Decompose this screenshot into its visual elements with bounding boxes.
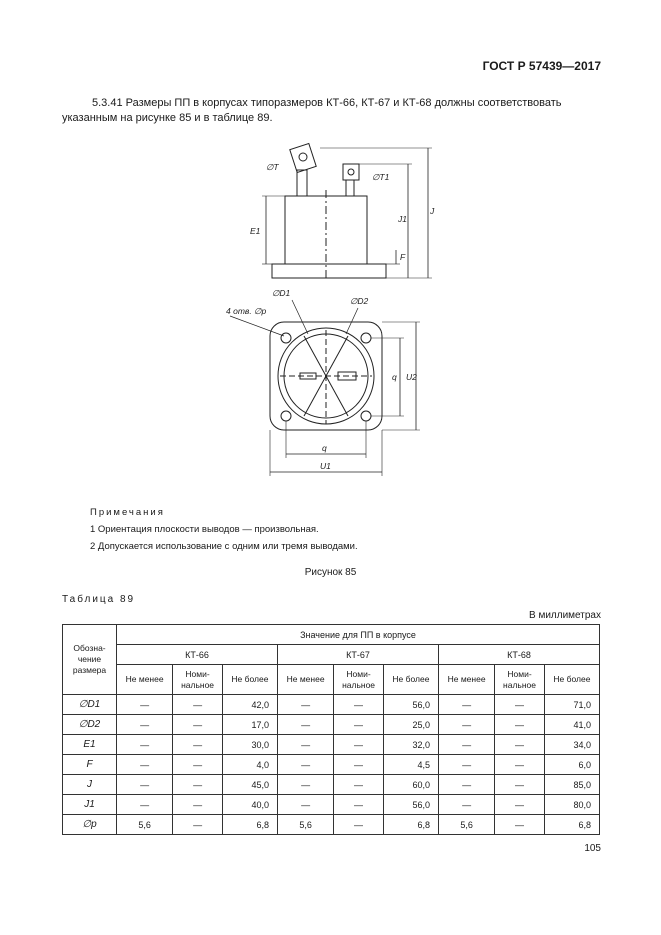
side-lead-left bbox=[297, 170, 307, 196]
side-lead-left-hole bbox=[299, 153, 307, 161]
table-row bbox=[63, 775, 600, 795]
table-cell: 85,0 bbox=[544, 775, 599, 795]
table-cell: — bbox=[495, 815, 545, 835]
table-cell: — bbox=[277, 755, 333, 775]
label-u1: U1 bbox=[320, 461, 331, 471]
table-cell: — bbox=[438, 755, 494, 775]
sub-min: Не менее bbox=[277, 665, 333, 695]
table-cell: — bbox=[495, 755, 545, 775]
table-units: В миллиметрах bbox=[529, 610, 601, 621]
table-cell: — bbox=[495, 715, 545, 735]
label-j1: J1 bbox=[398, 214, 407, 224]
sub-min: Не менее bbox=[117, 665, 173, 695]
table-cell: — bbox=[334, 695, 384, 715]
figure-caption: Рисунок 85 bbox=[304, 567, 357, 578]
table-cell: — bbox=[173, 735, 223, 755]
table-cell: — bbox=[173, 815, 223, 835]
table-cell: 30,0 bbox=[222, 735, 277, 755]
table-cell: — bbox=[117, 695, 173, 715]
table-cell: — bbox=[334, 735, 384, 755]
sub-min: Не менее bbox=[438, 665, 494, 695]
note-item-1: 1 Ориентация плоскости выводов — произвольная. bbox=[90, 524, 319, 535]
standard-header: ГОСТ Р 57439—2017 bbox=[482, 59, 601, 73]
mount-hole-bl bbox=[281, 411, 291, 421]
notes-block bbox=[90, 504, 358, 555]
table-cell: — bbox=[173, 795, 223, 815]
mount-hole-tr bbox=[361, 333, 371, 343]
row-dimension-name: J1 bbox=[63, 795, 117, 815]
table-cell: — bbox=[495, 775, 545, 795]
header-case-kt66: КТ-66 bbox=[117, 645, 278, 665]
mount-hole-br bbox=[361, 411, 371, 421]
label-t: ∅T bbox=[266, 162, 279, 172]
table-cell: — bbox=[495, 795, 545, 815]
table-cell: 41,0 bbox=[544, 715, 599, 735]
table-cell: 40,0 bbox=[222, 795, 277, 815]
table-row bbox=[63, 735, 600, 755]
table-cell: 6,0 bbox=[544, 755, 599, 775]
table-cell: 34,0 bbox=[544, 735, 599, 755]
side-lead-right-hole bbox=[348, 169, 354, 175]
table-cell: 56,0 bbox=[383, 795, 438, 815]
table-cell: — bbox=[173, 715, 223, 735]
row-dimension-name: E1 bbox=[63, 735, 117, 755]
table-cell: — bbox=[277, 735, 333, 755]
table-cell: 56,0 bbox=[383, 695, 438, 715]
table-row bbox=[63, 755, 600, 775]
dimensions-table bbox=[62, 624, 600, 835]
table-cell: — bbox=[334, 755, 384, 775]
row-dimension-name: F bbox=[63, 755, 117, 775]
table-cell: — bbox=[438, 695, 494, 715]
table-cell: 5,6 bbox=[438, 815, 494, 835]
header-case-kt67: КТ-67 bbox=[277, 645, 438, 665]
table-cell: 71,0 bbox=[544, 695, 599, 715]
label-q-bottom: q bbox=[322, 443, 327, 453]
sub-max: Не более bbox=[222, 665, 277, 695]
label-f: F bbox=[400, 252, 406, 262]
side-base-flange bbox=[272, 264, 386, 278]
table-cell: 45,0 bbox=[222, 775, 277, 795]
table-cell: — bbox=[173, 775, 223, 795]
table-cell: 32,0 bbox=[383, 735, 438, 755]
page-number: 105 bbox=[584, 843, 601, 854]
table-cell: — bbox=[277, 695, 333, 715]
section-paragraph: 5.3.41 Размеры ПП в корпусах типоразмеров КТ-66, КТ-67 и КТ-68 должны соответствовать указанным на рисунке 85 и в таблице 89. bbox=[62, 97, 562, 124]
sub-nom: Номи- нальное bbox=[495, 665, 545, 695]
table-label: Таблица 89 bbox=[62, 594, 136, 605]
header-group: Значение для ПП в корпусе bbox=[117, 625, 600, 645]
table-cell: — bbox=[277, 795, 333, 815]
table-cell: — bbox=[438, 795, 494, 815]
label-d2: ∅D2 bbox=[350, 296, 369, 306]
label-t1: ∅T1 bbox=[372, 172, 390, 182]
table-cell: 5,6 bbox=[117, 815, 173, 835]
table-cell: — bbox=[495, 695, 545, 715]
side-lead-right bbox=[346, 180, 354, 196]
label-d1: ∅D1 bbox=[272, 288, 291, 298]
table-row bbox=[63, 695, 600, 715]
sub-max: Не более bbox=[544, 665, 599, 695]
table-cell: — bbox=[173, 695, 223, 715]
table-cell: — bbox=[334, 715, 384, 735]
table-cell: — bbox=[277, 715, 333, 735]
table-cell: 6,8 bbox=[544, 815, 599, 835]
table-cell: 6,8 bbox=[383, 815, 438, 835]
sub-max: Не более bbox=[383, 665, 438, 695]
table-cell: — bbox=[117, 755, 173, 775]
table-cell: — bbox=[277, 775, 333, 795]
label-e1: E1 bbox=[250, 226, 261, 236]
table-cell: — bbox=[117, 795, 173, 815]
table-cell: 42,0 bbox=[222, 695, 277, 715]
table-cell: — bbox=[438, 775, 494, 795]
sub-nom: Номи- нальное bbox=[173, 665, 223, 695]
table-cell: 17,0 bbox=[222, 715, 277, 735]
table-cell: 4,0 bbox=[222, 755, 277, 775]
header-dimension-name: Обозна- чение размера bbox=[63, 625, 117, 695]
label-holes: 4 отв. ∅p bbox=[226, 306, 267, 316]
table-cell: 80,0 bbox=[544, 795, 599, 815]
table-row bbox=[63, 715, 600, 735]
table-cell: 60,0 bbox=[383, 775, 438, 795]
table-row bbox=[63, 815, 600, 835]
row-dimension-name: ∅p bbox=[63, 815, 117, 835]
note-item-2: 2 Допускается использование с одним или тремя выводами. bbox=[90, 541, 358, 552]
side-lead-left-tab bbox=[290, 143, 316, 172]
row-dimension-name: J bbox=[63, 775, 117, 795]
table-cell: 25,0 bbox=[383, 715, 438, 735]
table-cell: 4,5 bbox=[383, 755, 438, 775]
row-dimension-name: ∅D1 bbox=[63, 695, 117, 715]
header-case-kt68: КТ-68 bbox=[438, 645, 599, 665]
label-j: J bbox=[430, 206, 435, 216]
mount-hole-tl bbox=[281, 333, 291, 343]
table-cell: 6,8 bbox=[222, 815, 277, 835]
table-cell: — bbox=[495, 735, 545, 755]
table-cell: — bbox=[117, 735, 173, 755]
label-q-right: q bbox=[392, 372, 397, 382]
table-cell: — bbox=[334, 775, 384, 795]
table-cell: — bbox=[173, 755, 223, 775]
figure-85-drawing bbox=[200, 140, 460, 480]
side-lead-right-tab bbox=[343, 164, 359, 180]
notes-title: Примечания bbox=[90, 507, 165, 518]
table-cell: — bbox=[334, 815, 384, 835]
table-cell: — bbox=[117, 715, 173, 735]
sub-nom: Номи- нальное bbox=[334, 665, 384, 695]
table-cell: — bbox=[438, 735, 494, 755]
table-cell: — bbox=[438, 715, 494, 735]
table-cell: 5,6 bbox=[277, 815, 333, 835]
table-cell: — bbox=[117, 775, 173, 795]
label-u2: U2 bbox=[406, 372, 417, 382]
table-cell: — bbox=[334, 795, 384, 815]
row-dimension-name: ∅D2 bbox=[63, 715, 117, 735]
table-row bbox=[63, 795, 600, 815]
